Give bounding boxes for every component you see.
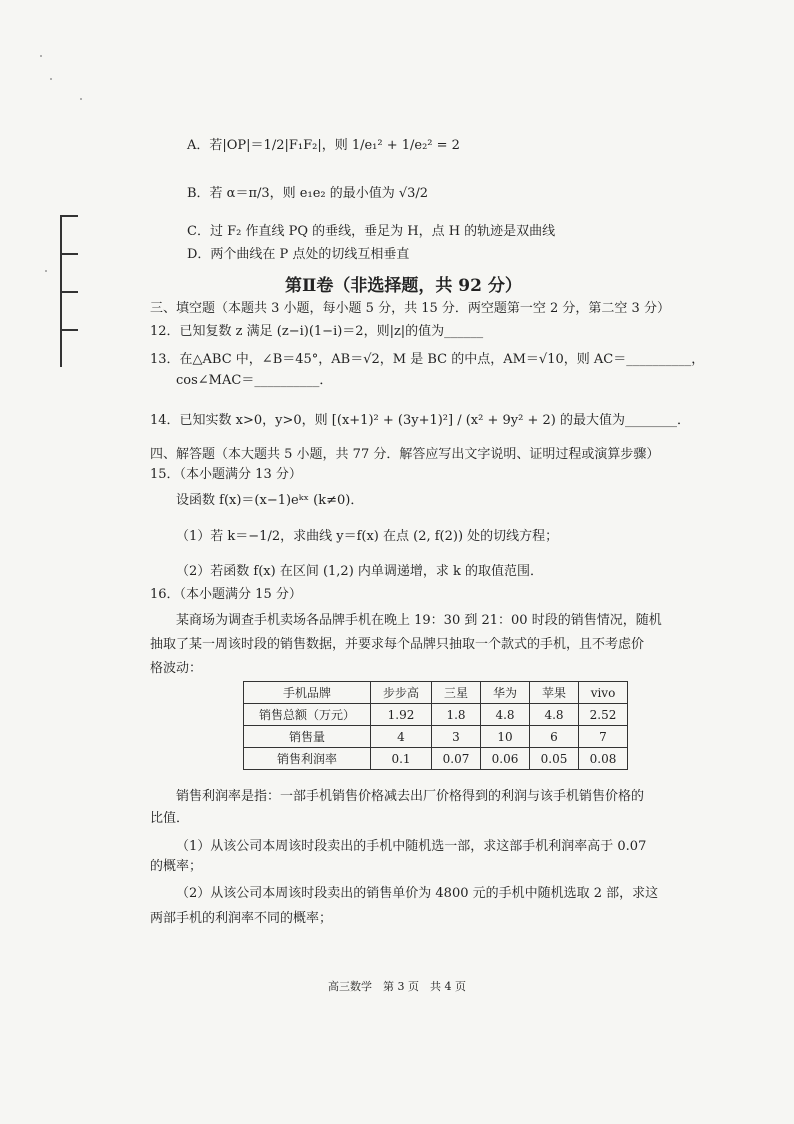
- table-cell: 0.05: [530, 748, 579, 770]
- answer-section-header: 四、解答题（本大题共 5 小题，共 77 分．解答应写出文字说明、证明过程或演算步骤）: [150, 447, 660, 462]
- table-cell: 4.8: [481, 704, 530, 726]
- binding-mark: [60, 329, 78, 367]
- section-2-title: 第Ⅱ卷（非选择题，共 92 分）: [285, 276, 522, 296]
- question-15-title: 15．（本小题满分 13 分）: [150, 467, 302, 482]
- page-footer: 高三数学 第 3 页 共 4 页: [328, 980, 466, 993]
- table-row: [244, 726, 628, 748]
- table-cell: 苹果: [530, 682, 579, 704]
- binding-mark: [60, 215, 78, 253]
- question-15-part-2: （2）若函数 f(x) 在区间 (1,2) 内单调递增，求 k 的取值范围．: [176, 564, 544, 579]
- table-cell: 三星: [432, 682, 481, 704]
- question-14: 14．已知实数 x>0，y>0，则 [(x+1)² + (3y+1)²] / (x² + 9y² + 2) 的最大值为________．: [150, 413, 690, 428]
- question-16-intro-2: 抽取了某一周该时段的销售数据，并要求每个品牌只抽取一个款式的手机，且不考虑价: [150, 637, 645, 652]
- table-cell: 0.08: [579, 748, 628, 770]
- option-b: B．若 α＝π/3，则 e₁e₂ 的最小值为 √3/2: [187, 186, 429, 201]
- table-row: [244, 748, 628, 770]
- table-cell: 华为: [481, 682, 530, 704]
- table-cell: 步步高: [371, 682, 432, 704]
- question-16-part-2-line-1: （2）从该公司本周该时段卖出的销售单价为 4800 元的手机中随机选取 2 部，求这: [176, 886, 659, 901]
- table-cell: vivo: [579, 682, 628, 704]
- binding-mark: [60, 253, 78, 291]
- table-cell: 销售量: [244, 726, 371, 748]
- option-d: D．两个曲线在 P 点处的切线互相垂直: [187, 247, 410, 262]
- table-cell: 0.06: [481, 748, 530, 770]
- question-13-line-2: cos∠MAC＝__________．: [176, 373, 333, 388]
- option-c: C．过 F₂ 作直线 PQ 的垂线，垂足为 H，点 H 的轨迹是双曲线: [187, 224, 556, 239]
- binding-mark: [60, 291, 78, 329]
- table-cell: 2.52: [579, 704, 628, 726]
- table-cell: 7: [579, 726, 628, 748]
- question-16-intro-1: 某商场为调查手机卖场各品牌手机在晚上 19：30 到 21：00 时段的销售情况，随机: [176, 613, 662, 628]
- table-cell: 0.07: [432, 748, 481, 770]
- fill-blank-header: 三、填空题（本题共 3 小题，每小题 5 分，共 15 分．两空题第一空 2 分，第二空 3 分）: [150, 301, 670, 316]
- question-16-intro-3: 格波动：: [150, 661, 203, 676]
- question-16-note-1: 销售利润率是指：一部手机销售价格减去出厂价格得到的利润与该手机销售价格的: [176, 789, 645, 804]
- scan-speck: [40, 55, 42, 57]
- table-cell: 4.8: [530, 704, 579, 726]
- question-13-line-1: 13．在△ABC 中，∠B＝45°，AB＝√2，M 是 BC 的中点，AM＝√10，则 AC＝__________，: [150, 352, 705, 367]
- scan-speck: [50, 78, 52, 80]
- table-cell: 1.8: [432, 704, 481, 726]
- scan-speck: [45, 270, 47, 272]
- table-cell: 0.1: [371, 748, 432, 770]
- sales-table: [243, 681, 628, 770]
- table-cell: 6: [530, 726, 579, 748]
- table-cell: 销售利润率: [244, 748, 371, 770]
- question-16-note-2: 比值．: [150, 811, 190, 826]
- table-cell: 销售总额（万元）: [244, 704, 371, 726]
- question-15-intro: 设函数 f(x)＝(x−1)eᵏˣ (k≠0)．: [176, 493, 364, 508]
- table-cell: 4: [371, 726, 432, 748]
- scan-speck: [80, 98, 82, 100]
- table-cell: 3: [432, 726, 481, 748]
- table-cell: 10: [481, 726, 530, 748]
- table-cell: 1.92: [371, 704, 432, 726]
- question-16-part-1-line-1: （1）从该公司本周该时段卖出的手机中随机选一部，求这部手机利润率高于 0.07: [176, 839, 647, 854]
- table-row: [244, 704, 628, 726]
- table-cell: 手机品牌: [244, 682, 371, 704]
- option-a: A．若|OP|＝1/2|F₁F₂|，则 1/e₁² + 1/e₂² = 2: [187, 138, 460, 153]
- table-header-row: [244, 682, 628, 704]
- question-16-part-2-line-2: 两部手机的利润率不同的概率；: [150, 911, 333, 926]
- question-15-part-1: （1）若 k＝−1/2，求曲线 y＝f(x) 在点 (2, f(2)) 处的切线方程；: [176, 529, 559, 544]
- question-16-title: 16．（本小题满分 15 分）: [150, 587, 302, 602]
- question-12: 12．已知复数 z 满足 (z−i)(1−i)＝2，则|z|的值为______: [150, 324, 484, 339]
- question-16-part-1-line-2: 的概率；: [150, 859, 203, 874]
